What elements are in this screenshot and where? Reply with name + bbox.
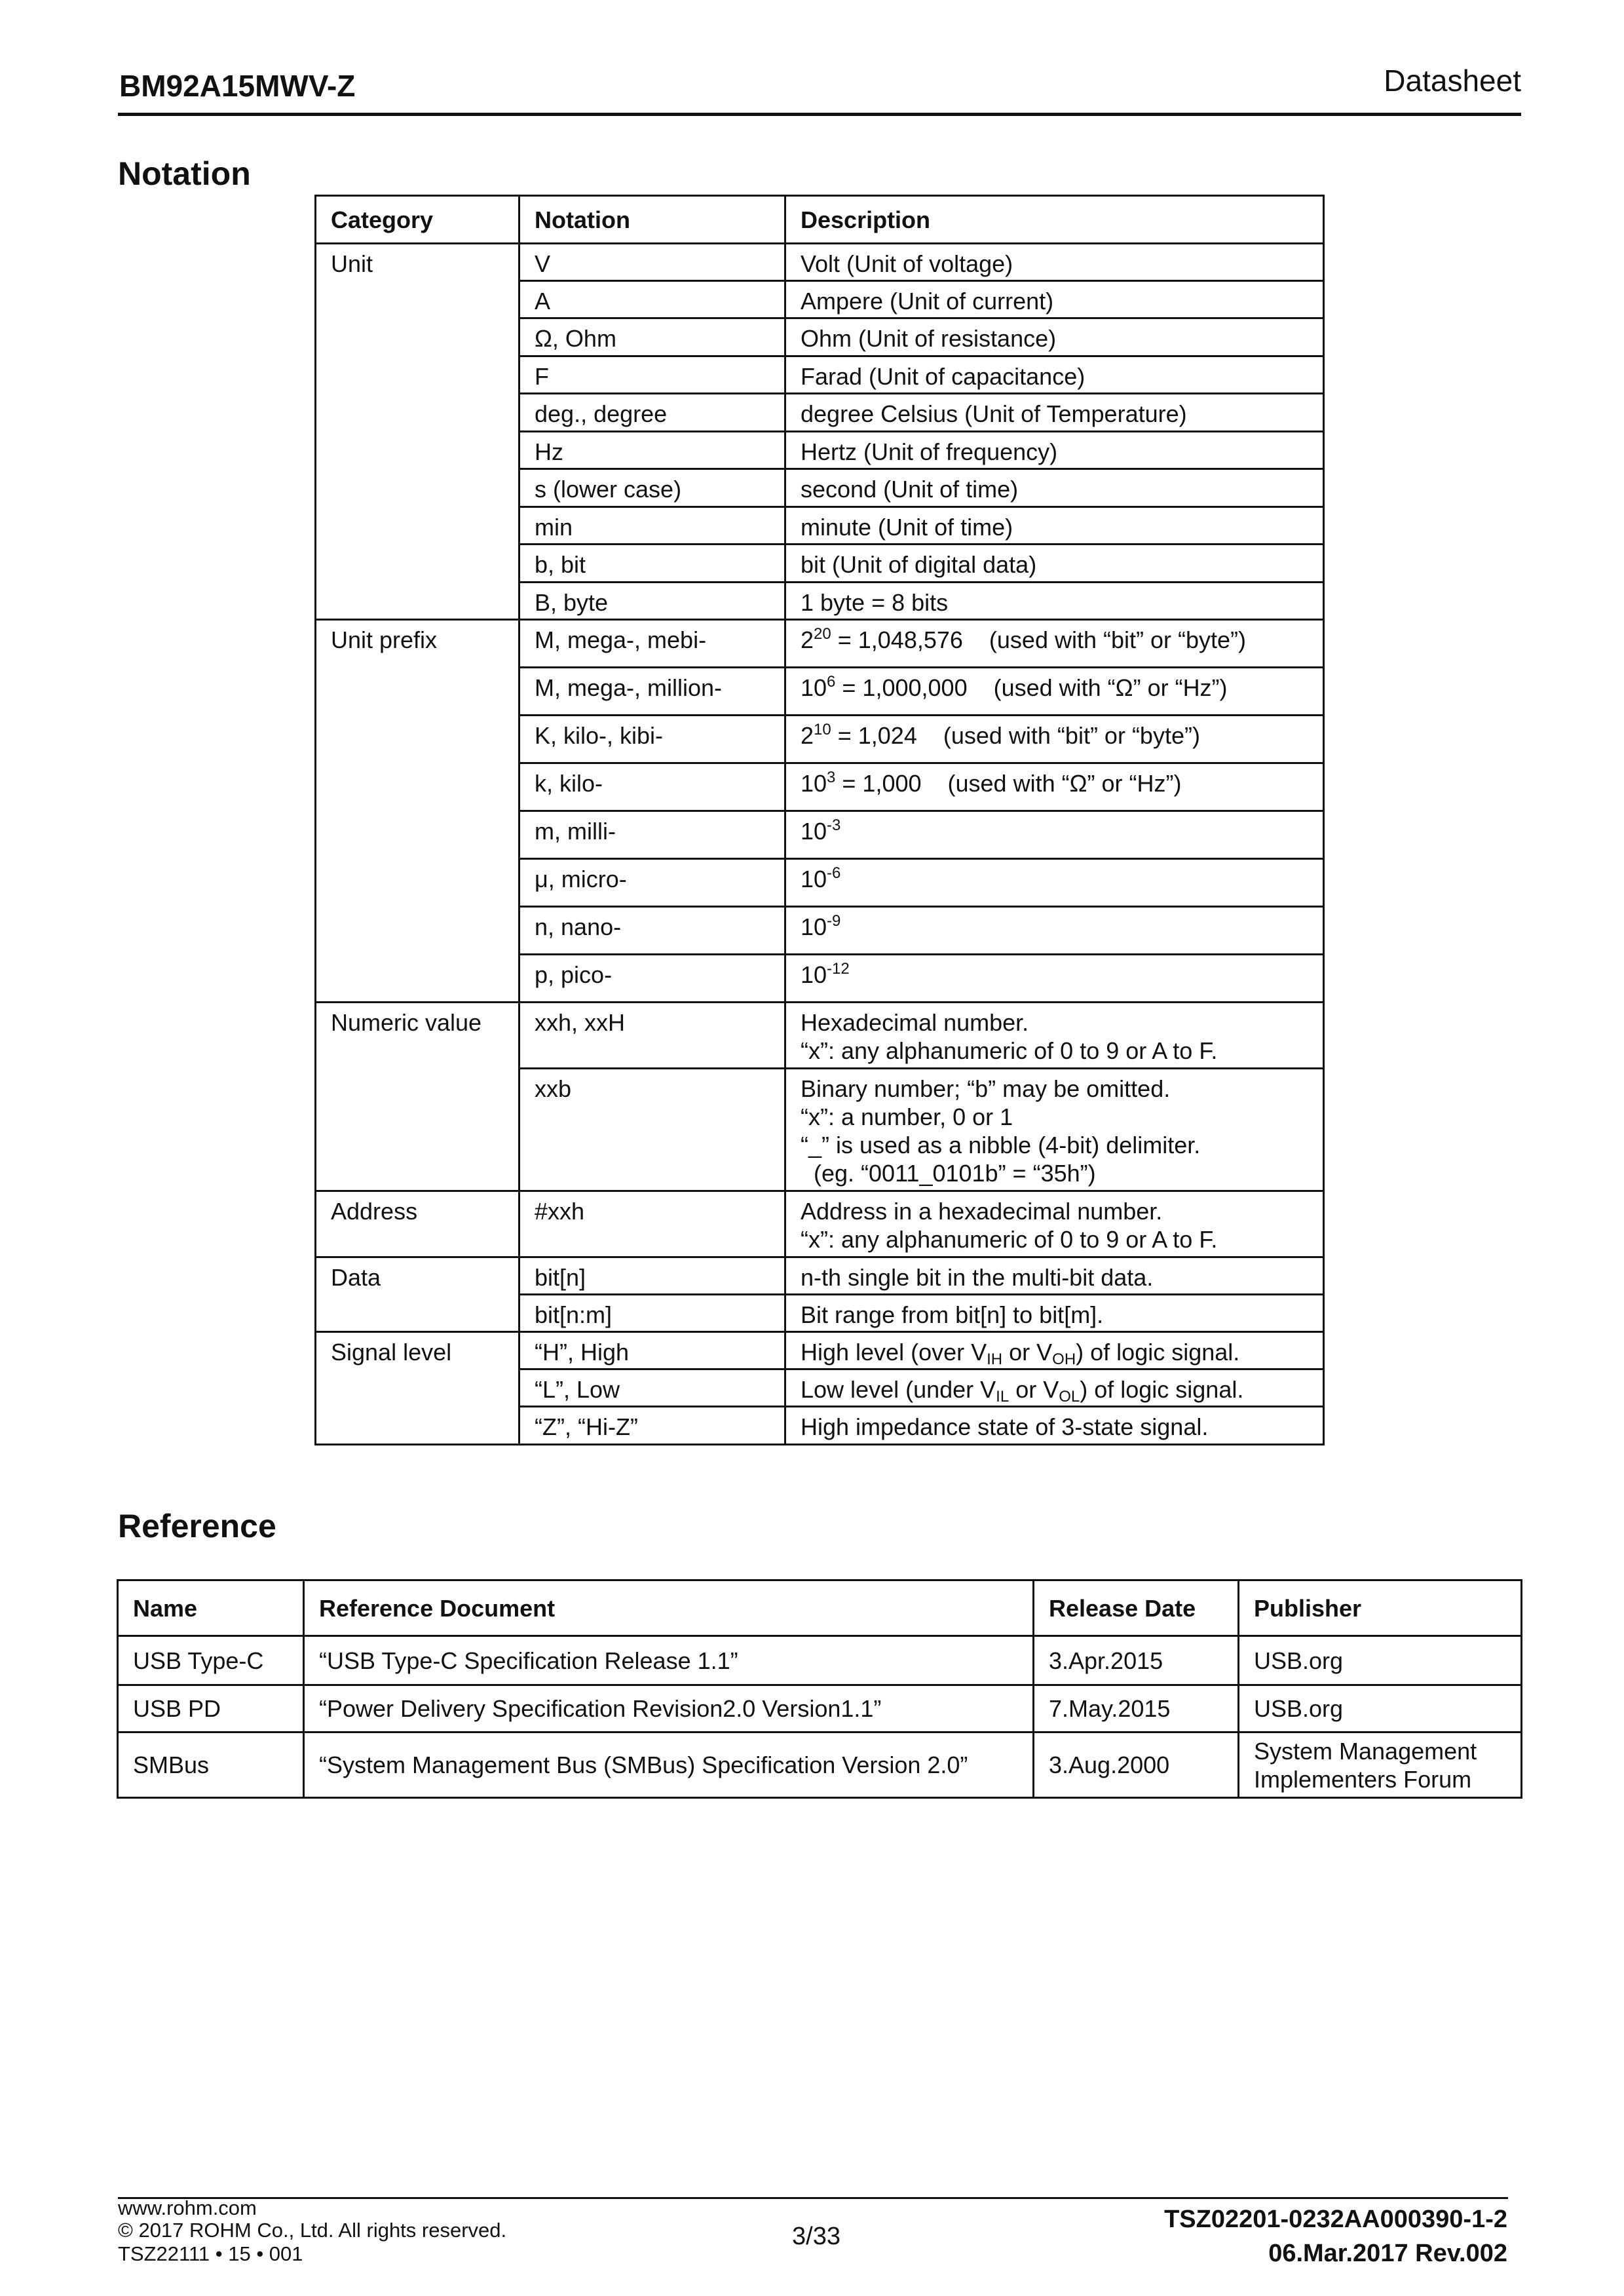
description-cell	[785, 716, 1324, 763]
description-cell	[785, 394, 1324, 432]
description-cell	[785, 469, 1324, 507]
release-date-cell: 7.May.2015	[1034, 1685, 1239, 1732]
subscript: OL	[1059, 1388, 1080, 1406]
column-header-reference-document: Reference Document	[304, 1580, 1034, 1636]
description-cell	[785, 763, 1324, 811]
description-cell	[785, 356, 1324, 394]
notation-cell: deg., degree	[519, 394, 785, 432]
notation-cell: min	[519, 507, 785, 545]
footer-divider	[118, 2197, 1508, 2199]
description-text: Low level (under V	[801, 1376, 996, 1403]
description-line	[801, 1301, 1323, 1329]
superscript: 20	[814, 625, 831, 643]
category-cell: Data	[316, 1257, 519, 1332]
description-text: High impedance state of 3-state signal.	[801, 1413, 1209, 1440]
description-line	[801, 1103, 1323, 1131]
description-text: 10	[801, 961, 827, 988]
category-cell: Numeric value	[316, 1003, 519, 1191]
notation-cell: M, mega-, mebi-	[519, 620, 785, 668]
superscript: -9	[827, 912, 841, 930]
footer-doc-number: TSZ02201-0232AA000390-1-2	[1164, 2206, 1507, 2233]
notation-cell: xxb	[519, 1069, 785, 1191]
release-date-cell: 3.Apr.2015	[1034, 1636, 1239, 1685]
notation-cell: μ, micro-	[519, 859, 785, 907]
description-line	[801, 362, 1323, 391]
notation-cell: F	[519, 356, 785, 394]
description-text: Hertz (Unit of frequency)	[801, 438, 1058, 465]
publisher-cell	[1239, 1732, 1522, 1798]
column-header-name: Name	[118, 1580, 304, 1636]
description-text: ) of logic signal.	[1076, 1339, 1240, 1366]
description-text: or V	[1009, 1376, 1059, 1403]
description-cell	[785, 859, 1324, 907]
description-text: 10	[801, 818, 827, 845]
description-line	[801, 550, 1323, 579]
description-text: 1 byte = 8 bits	[801, 589, 949, 616]
description-line	[801, 1413, 1323, 1441]
superscript: 10	[814, 721, 831, 738]
description-text: second (Unit of time)	[801, 476, 1019, 503]
description-cell	[785, 432, 1324, 469]
notation-cell: n, nano-	[519, 907, 785, 955]
description-line	[801, 1225, 1323, 1253]
category-cell: Signal level	[316, 1332, 519, 1445]
description-text: Volt (Unit of voltage)	[801, 250, 1013, 277]
description-text: = 1,048,576 (used with “bit” or “byte”)	[831, 626, 1247, 653]
notation-cell: p, pico-	[519, 955, 785, 1003]
description-text: Address in a hexadecimal number.	[801, 1198, 1163, 1225]
description-line	[801, 961, 1323, 989]
description-line	[801, 324, 1323, 353]
description-text: “x”: any alphanumeric of 0 to 9 or A to F.	[801, 1037, 1218, 1064]
notation-cell: “H”, High	[519, 1332, 785, 1369]
description-cell	[785, 1191, 1324, 1257]
notation-cell: bit[n]	[519, 1257, 785, 1295]
description-cell	[785, 907, 1324, 955]
description-cell	[785, 811, 1324, 859]
description-line	[801, 1159, 1323, 1187]
description-line	[801, 1338, 1323, 1366]
notation-cell: K, kilo-, kibi-	[519, 716, 785, 763]
subscript: IL	[996, 1388, 1010, 1406]
description-cell	[785, 668, 1324, 716]
reference-heading: Reference	[118, 1508, 276, 1544]
page-number: 3/33	[792, 2223, 840, 2250]
description-text: bit (Unit of digital data)	[801, 551, 1037, 578]
description-text: 2	[801, 626, 814, 653]
reference-name-cell: SMBus	[118, 1732, 304, 1798]
description-text: Farad (Unit of capacitance)	[801, 363, 1086, 390]
description-text: Binary number; “b” may be omitted.	[801, 1075, 1171, 1102]
document-part-number: BM92A15MWV-Z	[119, 69, 356, 103]
notation-cell: V	[519, 244, 785, 281]
description-cell	[785, 1407, 1324, 1445]
footer-website: www.rohm.com	[118, 2196, 257, 2219]
description-line	[801, 1375, 1323, 1404]
reference-document-cell: “USB Type-C Specification Release 1.1”	[304, 1636, 1034, 1685]
description-text: n-th single bit in the multi-bit data.	[801, 1264, 1154, 1291]
notation-cell: A	[519, 281, 785, 318]
notation-cell: M, mega-, million-	[519, 668, 785, 716]
description-text: Hexadecimal number.	[801, 1009, 1029, 1036]
notation-cell: Hz	[519, 432, 785, 469]
column-header-notation: Notation	[519, 196, 785, 244]
subscript: IH	[987, 1350, 1003, 1368]
notation-row	[316, 1332, 1324, 1369]
reference-name-cell: USB PD	[118, 1685, 304, 1732]
description-text: = 1,024 (used with “bit” or “byte”)	[831, 722, 1200, 749]
description-line	[801, 1037, 1323, 1065]
reference-row	[118, 1636, 1522, 1685]
description-text: or V	[1002, 1339, 1053, 1366]
subscript: OH	[1052, 1350, 1076, 1368]
description-cell	[785, 1295, 1324, 1332]
notation-row	[316, 620, 1324, 668]
description-cell	[785, 244, 1324, 281]
reference-row	[118, 1685, 1522, 1732]
reference-document-cell: “System Management Bus (SMBus) Specification Version 2.0”	[304, 1732, 1034, 1798]
notation-heading: Notation	[118, 155, 251, 192]
description-line	[801, 913, 1323, 941]
description-text: minute (Unit of time)	[801, 514, 1013, 541]
description-line	[801, 817, 1323, 845]
document-type: Datasheet	[1384, 64, 1521, 98]
notation-row	[316, 1003, 1324, 1069]
description-line	[801, 1263, 1323, 1292]
notation-cell: “Z”, “Hi-Z”	[519, 1407, 785, 1445]
description-line	[801, 769, 1323, 797]
description-text: ) of logic signal.	[1080, 1376, 1244, 1403]
description-text: “x”: any alphanumeric of 0 to 9 or A to F.	[801, 1226, 1218, 1253]
reference-table	[117, 1579, 1522, 1799]
reference-header-row	[118, 1580, 1522, 1636]
description-text: Bit range from bit[n] to bit[m].	[801, 1301, 1104, 1328]
description-cell	[785, 620, 1324, 668]
column-header-publisher: Publisher	[1239, 1580, 1522, 1636]
description-line	[801, 865, 1323, 893]
notation-row	[316, 1191, 1324, 1257]
notation-cell: b, bit	[519, 545, 785, 583]
description-text: (eg. “0011_0101b” = “35h”)	[801, 1160, 1096, 1187]
description-cell	[785, 1369, 1324, 1407]
publisher-line: System Management	[1254, 1737, 1477, 1765]
publisher-line: Implementers Forum	[1254, 1765, 1472, 1793]
description-cell	[785, 507, 1324, 545]
description-line	[801, 438, 1323, 466]
notation-header-row	[316, 196, 1324, 244]
description-line	[801, 400, 1323, 428]
description-cell	[785, 1069, 1324, 1191]
description-line	[801, 721, 1323, 750]
description-text: High level (over V	[801, 1339, 987, 1366]
description-text: = 1,000 (used with “Ω” or “Hz”)	[835, 770, 1182, 797]
publisher-cell	[1239, 1636, 1522, 1685]
header-divider	[118, 113, 1521, 116]
description-text: 2	[801, 722, 814, 749]
description-text: degree Celsius (Unit of Temperature)	[801, 400, 1187, 427]
superscript: -12	[827, 960, 850, 978]
description-line	[801, 250, 1323, 278]
description-text: Ohm (Unit of resistance)	[801, 325, 1057, 352]
reference-row	[118, 1732, 1522, 1798]
category-cell: Unit	[316, 244, 519, 620]
description-cell	[785, 318, 1324, 356]
superscript: -3	[827, 816, 841, 834]
description-cell	[785, 545, 1324, 583]
description-text: 10	[801, 674, 827, 701]
notation-cell: B, byte	[519, 583, 785, 620]
release-date-cell: 3.Aug.2000	[1034, 1732, 1239, 1798]
description-line	[801, 513, 1323, 541]
column-header-description: Description	[785, 196, 1324, 244]
description-text: 10	[801, 866, 827, 892]
column-header-category: Category	[316, 196, 519, 244]
notation-cell: s (lower case)	[519, 469, 785, 507]
notation-cell: “L”, Low	[519, 1369, 785, 1407]
description-line	[801, 1008, 1323, 1037]
reference-name-cell: USB Type-C	[118, 1636, 304, 1685]
notation-cell: k, kilo-	[519, 763, 785, 811]
notation-cell: m, milli-	[519, 811, 785, 859]
notation-table	[314, 195, 1325, 1445]
notation-cell: bit[n:m]	[519, 1295, 785, 1332]
reference-document-cell: “Power Delivery Specification Revision2.0 Version1.1”	[304, 1685, 1034, 1732]
category-cell: Unit prefix	[316, 620, 519, 1003]
description-text: = 1,000,000 (used with “Ω” or “Hz”)	[835, 674, 1228, 701]
description-line	[801, 588, 1323, 617]
publisher-line: USB.org	[1254, 1647, 1344, 1674]
footer-copyright: © 2017 ROHM Co., Ltd. All rights reserved.	[118, 2219, 507, 2242]
description-line	[801, 1075, 1323, 1103]
publisher-line: USB.org	[1254, 1695, 1344, 1722]
description-cell	[785, 955, 1324, 1003]
description-line	[801, 1197, 1323, 1225]
description-text: “x”: a number, 0 or 1	[801, 1103, 1013, 1130]
notation-cell: Ω, Ohm	[519, 318, 785, 356]
description-cell	[785, 1332, 1324, 1369]
description-line	[801, 674, 1323, 702]
description-text: 10	[801, 913, 827, 940]
footer-form-code: TSZ22111 • 15 • 001	[118, 2242, 303, 2265]
superscript: 6	[827, 673, 836, 691]
description-line	[801, 287, 1323, 315]
column-header-release-date: Release Date	[1034, 1580, 1239, 1636]
description-line	[801, 1131, 1323, 1159]
notation-cell: #xxh	[519, 1191, 785, 1257]
category-cell: Address	[316, 1191, 519, 1257]
description-cell	[785, 281, 1324, 318]
description-text: “_” is used as a nibble (4-bit) delimiter.	[801, 1132, 1201, 1158]
notation-row	[316, 1257, 1324, 1295]
superscript: 3	[827, 769, 836, 786]
notation-row	[316, 244, 1324, 281]
description-line	[801, 475, 1323, 503]
notation-cell: xxh, xxH	[519, 1003, 785, 1069]
description-cell	[785, 583, 1324, 620]
description-cell	[785, 1257, 1324, 1295]
footer-date-revision: 06.Mar.2017 Rev.002	[1268, 2240, 1507, 2267]
description-line	[801, 626, 1323, 654]
description-text: 10	[801, 770, 827, 797]
superscript: -6	[827, 864, 841, 882]
description-text: Ampere (Unit of current)	[801, 288, 1054, 315]
publisher-cell	[1239, 1685, 1522, 1732]
description-cell	[785, 1003, 1324, 1069]
